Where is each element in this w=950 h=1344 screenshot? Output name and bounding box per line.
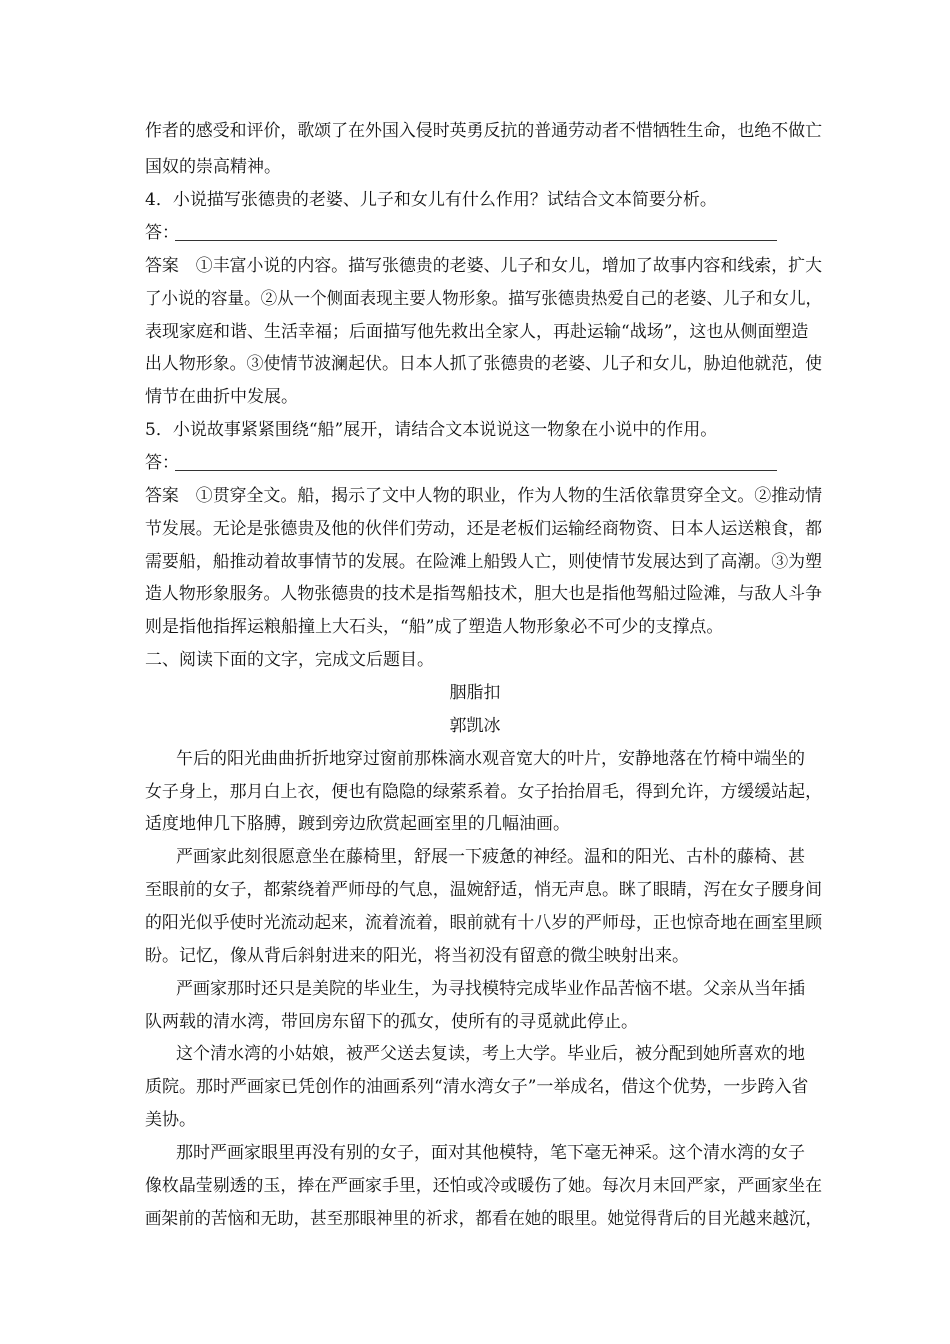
paragraph-line: 美协。	[145, 1110, 196, 1130]
answer-prompt: 答：	[145, 223, 179, 243]
paragraph-line: 那时严画家眼里再没有别的女子，面对其他模特，笔下毫无神采。这个清水湾的女子	[176, 1143, 805, 1163]
answer-5-line: 则是指他指挥运粮船撞上大石头，“船”成了塑造人物形象必不可少的支撑点。	[145, 617, 724, 637]
paragraph-line: 质院。那时严画家已凭创作的油画系列“清水湾女子”一举成名，借这个优势，一步跨入省	[145, 1077, 809, 1097]
article-author: 郭凯冰	[449, 716, 501, 736]
answer-4-line: 情节在曲折中发展。	[145, 387, 298, 407]
answer-blank-5[interactable]	[145, 451, 777, 475]
answer-5-line: 节发展。无论是张德贵及他的伙伴们劳动，还是老板们运输经商物资、日本人运送粮食，都	[145, 519, 822, 539]
paragraph-line: 严画家此刻很愿意坐在藤椅里，舒展一下疲惫的神经。温和的阳光、古朴的藤椅、甚	[176, 847, 805, 867]
paragraph-line: 这个清水湾的小姑娘，被严父送去复读，考上大学。毕业后，被分配到她所喜欢的地	[176, 1044, 805, 1064]
text-line: 国奴的崇高精神。	[145, 157, 281, 177]
answer-4-line: 出人物形象。③使情节波澜起伏。日本人抓了张德贵的老婆、儿子和女儿，胁迫他就范，使	[145, 354, 822, 374]
question-4: 4．小说描写张德贵的老婆、儿子和女儿有什么作用？试结合文本简要分析。	[145, 190, 717, 210]
answer-underline	[175, 240, 777, 241]
paragraph-line: 的阳光似乎使时光流动起来，流着流着，眼前就有十八岁的严师母，正也惊奇地在画室里顾	[145, 913, 822, 933]
answer-4-line: 了小说的容量。②从一个侧面表现主要人物形象。描写张德贵热爱自己的老婆、儿子和女儿，	[145, 289, 822, 309]
article-title: 胭脂扣	[449, 683, 501, 703]
answer-4-line: 表现家庭和谐、生活幸福；后面描写他先救出全家人，再赴运输“战场”，这也从侧面塑造	[145, 322, 809, 342]
paragraph-line: 严画家那时还只是美院的毕业生，为寻找模特完成毕业作品苦恼不堪。父亲从当年插	[176, 979, 805, 999]
paragraph-line: 队两载的清水湾，带回房东留下的孤女，使所有的寻觅就此停止。	[145, 1012, 638, 1032]
answer-underline	[175, 470, 777, 471]
answer-5-line: 造人物形象服务。人物张德贵的技术是指驾船技术，胆大也是指他驾船过险滩，与敌人斗争	[145, 584, 822, 604]
paragraph-line: 女子身上，那月白上衣，便也有隐隐的绿萦系着。女子抬抬眉毛，得到允许，方缓缓站起，	[145, 782, 822, 802]
question-5: 5．小说故事紧紧围绕“船”展开，请结合文本说说这一物象在小说中的作用。	[145, 420, 718, 440]
paragraph-line: 像枚晶莹剔透的玉，捧在严画家手里，还怕或冷或暖伤了她。每次月末回严家，严画家坐在	[145, 1176, 822, 1196]
section-heading: 二、阅读下面的文字，完成文后题目。	[145, 650, 434, 670]
answer-5-line: 答案 ①贯穿全文。船，揭示了文中人物的职业，作为人物的生活依靠贯穿全文。②推动情	[145, 486, 822, 506]
paragraph-line: 盼。记忆，像从背后斜射进来的阳光，将当初没有留意的微尘映射出来。	[145, 946, 689, 966]
text-line: 作者的感受和评价，歌颂了在外国入侵时英勇反抗的普通劳动者不惜牺牲生命，也绝不做亡	[145, 121, 822, 141]
paragraph-line: 画架前的苦恼和无助，甚至那眼神里的祈求，都看在她的眼里。她觉得背后的目光越来越沉，	[145, 1209, 822, 1229]
answer-prompt: 答：	[145, 453, 179, 473]
paragraph-line: 午后的阳光曲曲折折地穿过窗前那株滴水观音宽大的叶片，安静地落在竹椅中端坐的	[176, 749, 805, 769]
answer-5-line: 需要船，船推动着故事情节的发展。在险滩上船毁人亡，则使情节发展达到了高潮。③为塑	[145, 552, 822, 572]
paragraph-line: 至眼前的女子，都萦绕着严师母的气息，温婉舒适，悄无声息。眯了眼睛，泻在女子腰身间	[145, 880, 822, 900]
answer-blank-4[interactable]	[145, 221, 777, 245]
answer-4-line: 答案 ①丰富小说的内容。描写张德贵的老婆、儿子和女儿，增加了故事内容和线索，扩大	[145, 256, 822, 276]
paragraph-line: 适度地伸几下胳膊，踱到旁边欣赏起画室里的几幅油画。	[145, 814, 570, 834]
